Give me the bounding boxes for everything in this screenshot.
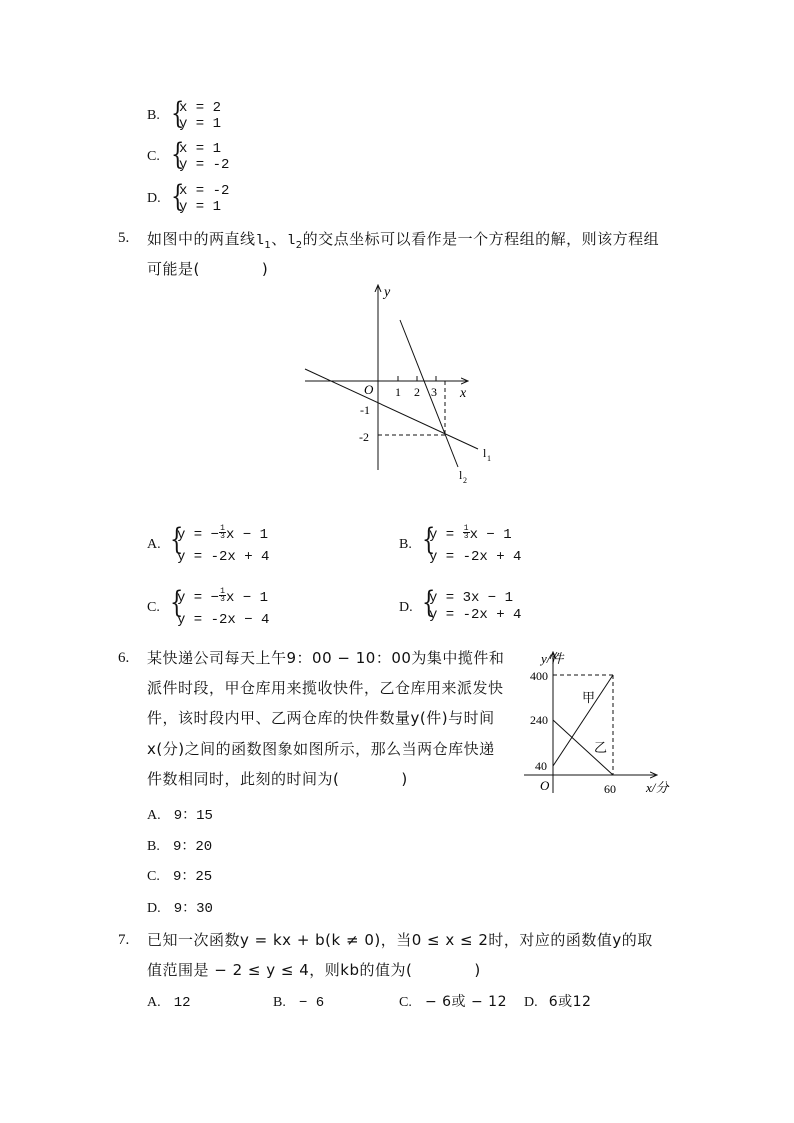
option-text: 6或12	[548, 994, 592, 1010]
line-name: l	[286, 233, 296, 249]
option-label: C.	[147, 869, 160, 884]
line-l2-label: l	[459, 468, 463, 482]
equation	[177, 524, 269, 544]
q5-figure	[295, 280, 500, 490]
q6-figure	[520, 645, 680, 800]
question-stem-line: 某快递公司每天上午9：00 − 10：00为集中揽件和	[147, 649, 505, 667]
line-l1-subscript: 1	[487, 454, 491, 463]
fraction	[219, 525, 226, 540]
q4-option-b	[147, 96, 267, 134]
stem-text: 如图中的两直线	[147, 230, 256, 248]
line-l2-subscript: 2	[463, 476, 467, 485]
option-label: B.	[147, 108, 160, 123]
question-stem-line	[147, 228, 659, 251]
option-label: D.	[147, 191, 161, 206]
option-label: A.	[147, 537, 161, 552]
equation: x = 1	[179, 141, 222, 157]
x-tick-label: 3	[431, 385, 437, 399]
q4-option-d	[147, 179, 267, 217]
fraction	[219, 588, 226, 603]
option-label: B.	[147, 839, 160, 854]
equation: x = 2	[179, 100, 222, 116]
option-label: D.	[524, 995, 538, 1010]
q7-option-d	[524, 991, 591, 1011]
option-label: C.	[147, 149, 160, 164]
equation: y = 1	[179, 116, 222, 132]
origin-label: O	[540, 778, 550, 793]
series-yi-label: 乙	[594, 740, 608, 755]
question-stem-line: x(分)之间的函数图象如图所示，那么当两仓库快递	[147, 740, 495, 758]
equation: y = -2x + 4	[429, 549, 522, 565]
question-number: 6.	[118, 650, 130, 666]
line-name: l	[255, 233, 265, 249]
question-stem-line: 件，该时段内甲、乙两仓库的快件数量y(件)与时间	[147, 709, 495, 727]
equation	[429, 524, 512, 544]
option-text: 9：15	[173, 808, 213, 824]
line-subscript: 2	[295, 240, 303, 251]
option-text: 9：25	[172, 869, 213, 885]
q6-option-d	[147, 897, 213, 917]
equation-part: x − 1	[226, 527, 269, 544]
q5-option-c	[147, 585, 347, 629]
fraction-numerator: 1	[220, 587, 225, 596]
q7-option-a	[147, 991, 191, 1011]
y-tick-label: -1	[360, 403, 370, 417]
option-text: 9：20	[172, 839, 213, 855]
equation: y = -2x + 4	[177, 549, 270, 565]
question-stem-line: 可能是( )	[147, 260, 269, 278]
option-label: B.	[273, 995, 286, 1010]
x-tick-label: 2	[414, 385, 420, 399]
question-stem-line: 值范围是 − 2 ≤ y ≤ 4，则kb的值为( )	[147, 961, 481, 979]
line-l2	[400, 320, 458, 467]
line-subscript: 1	[264, 240, 272, 251]
brace-icon: {	[170, 522, 184, 557]
option-label: B.	[399, 537, 412, 552]
q7-option-b	[273, 991, 324, 1011]
fraction-denominator: 3	[220, 532, 225, 541]
q6-option-a	[147, 804, 213, 824]
q4-option-c	[147, 137, 267, 175]
question-number: 5.	[118, 230, 130, 246]
question-stem-line: 派件时段，甲仓库用来揽收快件，乙仓库用来派发快	[147, 679, 504, 697]
equation-part: y = −	[177, 590, 220, 607]
option-text: 12	[173, 995, 191, 1011]
y-axis-label: y	[384, 285, 391, 300]
q6-option-c	[147, 865, 212, 885]
option-text: − 6或 − 12	[424, 994, 507, 1010]
brace-icon: {	[422, 585, 436, 620]
brace-icon: {	[171, 96, 185, 131]
q5-option-b	[399, 522, 599, 566]
q6-option-b	[147, 835, 212, 855]
brace-icon: {	[170, 585, 184, 620]
y-tick-label: 400	[530, 669, 548, 683]
equation: y = -2x + 4	[429, 607, 522, 623]
x-tick-label: 1	[395, 385, 401, 399]
equation-part: x − 1	[226, 590, 269, 607]
brace-icon: {	[422, 522, 436, 557]
brace-icon: {	[171, 179, 185, 214]
y-tick-label: 240	[530, 713, 548, 727]
option-label: C.	[399, 995, 412, 1010]
y-axis-label: y/件	[541, 651, 564, 666]
equation: y = 1	[179, 199, 222, 215]
option-text: 9：30	[173, 901, 213, 917]
option-label: C.	[147, 600, 160, 615]
q7-option-c	[399, 991, 507, 1011]
equation-part: y =	[429, 527, 463, 544]
equation-part: x − 1	[469, 527, 512, 544]
separator: 、	[271, 230, 287, 248]
equation: x = -2	[179, 183, 230, 199]
origin-label: O	[364, 382, 374, 397]
fraction-numerator: 1	[463, 524, 469, 533]
option-label: D.	[399, 600, 413, 615]
y-tick-label: 40	[535, 759, 547, 773]
question-stem-line: 件数相同时，此刻的时间为( )	[147, 770, 408, 788]
equation: y = -2	[179, 157, 230, 173]
y-tick-label: -2	[359, 430, 369, 444]
line-l1-label: l	[483, 446, 487, 460]
stem-text: 的交点坐标可以看作是一个方程组的解，则该方程组	[302, 230, 660, 248]
question-stem-line: 已知一次函数y = kx + b(k ≠ 0)，当0 ≤ x ≤ 2时，对应的函数值y的取	[147, 931, 653, 949]
option-text: − 6	[298, 995, 325, 1011]
brace-icon: {	[171, 137, 185, 172]
fraction-denominator: 3	[463, 532, 469, 541]
option-label: A.	[147, 995, 161, 1010]
x-tick-label: 60	[604, 782, 616, 796]
x-axis-label: x/分	[646, 780, 669, 795]
q5-option-a	[147, 522, 347, 566]
equation-part: y = −	[177, 527, 220, 544]
x-axis-label: x	[460, 386, 467, 401]
option-label: A.	[147, 808, 161, 823]
equation: y = 3x − 1	[429, 590, 514, 606]
equation	[177, 587, 269, 607]
option-label: D.	[147, 901, 161, 916]
question-number: 7.	[118, 932, 130, 948]
fraction-numerator: 1	[220, 524, 225, 533]
fraction	[463, 525, 470, 540]
series-jia-label: 甲	[582, 690, 596, 705]
equation: y = -2x − 4	[177, 612, 270, 628]
fraction-denominator: 3	[220, 595, 225, 604]
q5-option-d	[399, 585, 599, 629]
